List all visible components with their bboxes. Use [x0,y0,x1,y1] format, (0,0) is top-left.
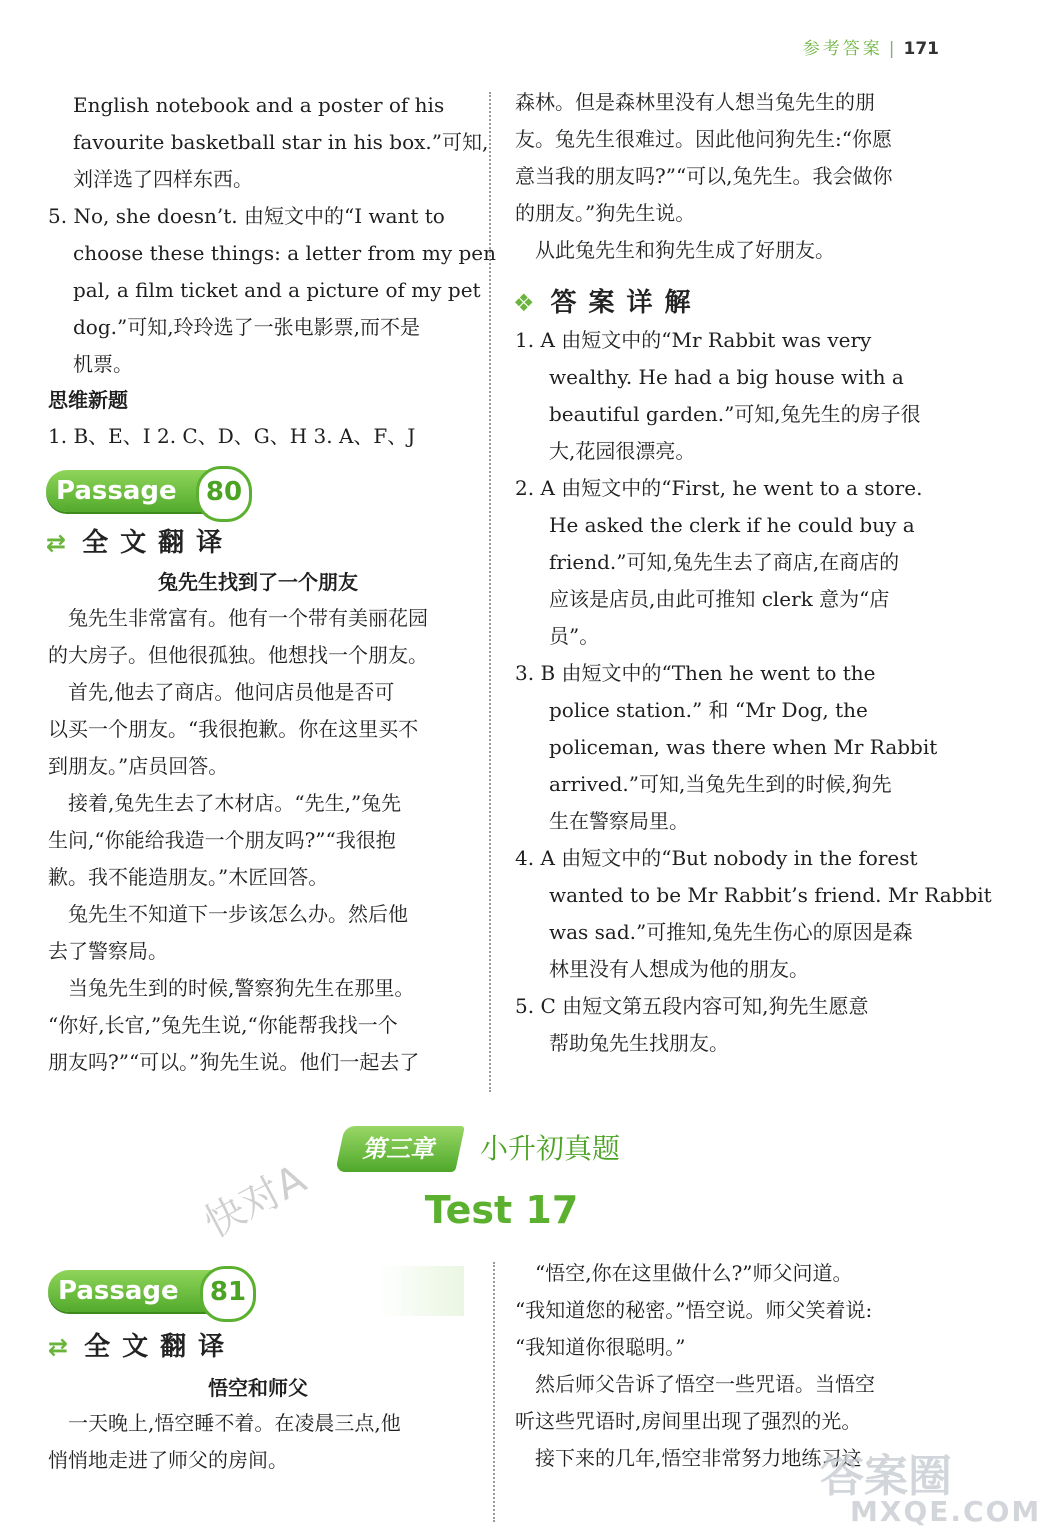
text-line: beautiful garden.”可知,兔先生的房子很 [549,402,921,426]
text-line: 林里没有人想成为他的朋友。 [549,957,809,981]
text-line: 兔先生不知道下一步该怎么办。然后他 [48,902,408,926]
siwei-answers: 1. B、E、I 2. C、D、G、H 3. A、F、J [48,424,416,448]
text-line: policeman, was there when Mr Rabbit [549,735,938,759]
text-line: 的大房子。但他很孤独。他想找一个朋友。 [48,643,428,667]
watermark-left: 快对A [197,1156,314,1248]
text-line: “我知道您的秘密。”悟空说。师父笑着说: [515,1298,873,1322]
swap-arrows-icon: ⇄ [48,1333,69,1361]
text-line: wanted to be Mr Rabbit’s friend. Mr Rabbit [549,883,992,907]
text-line: 友。兔先生很难过。因此他问狗先生:“你愿 [515,127,892,151]
text-line: 机票。 [73,352,133,376]
passage-80-number: 80 [196,466,252,522]
text-line: 应该是店员,由此可推知 clerk 意为“店 [549,587,890,611]
siwei-title: 思维新题 [48,388,128,412]
text-line: “你好,长官,”兔先生说,“你能帮我找一个 [48,1013,398,1037]
passage-81-number: 81 [200,1266,256,1322]
page-number: 171 [903,39,939,59]
diamond-cluster-icon: ❖ [513,289,535,317]
text-line: 生问,“你能给我造一个朋友吗?”“我很抱 [48,828,396,852]
text-line: “我知道你很聪明。” [515,1335,686,1359]
text-line: 森林。但是森林里没有人想当兔先生的朋 [515,90,875,114]
text-line: 5. No, she doesn’t. 由短文中的“I want to [48,204,445,228]
text-line: 当兔先生到的时候,警察狗先生在那里。 [48,976,415,1000]
text-line: 以买一个朋友。“我很抱歉。你在这里买不 [48,717,419,741]
page-header [803,34,939,59]
text-line: pal, a film ticket and a picture of my pet [73,278,481,302]
text-line: friend.”可知,兔先生去了商店,在商店的 [549,550,900,574]
answer-section-title-text: 答案详解 [550,288,703,318]
text-line: 大,花园很漂亮。 [549,439,696,463]
text-line: 2. A 由短文中的“First, he went to a store. [515,476,923,500]
text-line: 听这些咒语时,房间里出现了强烈的光。 [515,1409,862,1433]
text-line: 兔先生非常富有。他有一个带有美丽花园 [48,606,428,630]
text-line: 悄悄地走进了师父的房间。 [48,1448,288,1472]
text-line: 到朋友。”店员回答。 [48,754,229,778]
text-line: 帮助兔先生找朋友。 [549,1031,729,1055]
passage-80-translation-continued [515,84,940,269]
header-section: 参考答案 [802,39,883,59]
answer-explanations [515,322,992,1062]
passage-81-header-fade [378,1266,464,1316]
text-line: 的朋友。”狗先生说。 [515,201,696,225]
text-line: wealthy. He had a big house with a [549,365,904,389]
translation-section-title-81 [48,1326,236,1363]
chapter-badge: 第三章 [335,1126,465,1172]
text-line: 4. A 由短文中的“But nobody in the forest [515,846,918,870]
text-line: 一天晚上,悟空睡不着。在凌晨三点,他 [48,1411,401,1435]
text-line: “悟空,你在这里做什么?”师父问道。 [515,1261,853,1285]
text-line: 去了警察局。 [48,939,168,963]
text-line: 3. B 由短文中的“Then he went to the [515,661,876,685]
watermark-right-top: 答案圈 [820,1451,952,1502]
chapter-title: 小升初真题 [480,1132,621,1165]
passage-80-label: Passage [56,476,177,506]
text-line: 首先,他去了商店。他问店员他是否可 [48,680,395,704]
text-line: 歉。我不能造朋友。”木匠回答。 [48,865,329,889]
story-title-81: 悟空和师父 [208,1376,308,1400]
column-divider-bottom [493,1262,495,1522]
passage-80-translation [48,600,468,1081]
text-line: 接下来的几年,悟空非常努力地练习这 [515,1446,862,1470]
swap-arrows-icon: ⇄ [46,529,67,557]
text-line: 员”。 [549,624,600,648]
story-title-80: 兔先生找到了一个朋友 [158,570,358,594]
passage-81-label: Passage [58,1276,179,1306]
text-line: 从此兔先生和狗先生成了好朋友。 [515,238,835,262]
text-line: arrived.”可知,当兔先生到的时候,狗先 [549,772,892,796]
watermark-right-bottom: MXQE.COM [850,1495,1041,1528]
passage-81-translation [48,1405,468,1479]
section-title-text: 全文翻译 [82,528,235,558]
text-line: 刘洋选了四样东西。 [73,167,253,191]
text-line: 1. A 由短文中的“Mr Rabbit was very [515,328,872,352]
text-line: English notebook and a poster of his [73,93,445,117]
text-line: 接着,兔先生去了木材店。“先生,”兔先 [48,791,402,815]
text-line: dog.”可知,玲玲选了一张电影票,而不是 [73,315,420,339]
test-title: Test 17 [424,1188,579,1232]
text-line: 意当我的朋友吗?”“可以,兔先生。我会做你 [515,164,893,188]
text-line: police station.” 和 “Mr Dog, the [549,698,868,722]
text-line: 朋友吗?”“可以。”狗先生说。他们一起去了 [48,1050,420,1074]
text-line: 5. C 由短文第五段内容可知,狗先生愿意 [515,994,869,1018]
passage-81-badge [48,1270,250,1312]
text-line: was sad.”可推知,兔先生伤心的原因是森 [549,920,913,944]
text-line: 生在警察局里。 [549,809,689,833]
translation-section-title-80 [46,522,234,559]
section-title-text: 全文翻译 [84,1332,237,1362]
header-separator: | [888,39,898,59]
text-line: He asked the clerk if he could buy a [549,513,915,537]
answer-section-title [513,282,703,319]
text-line: favourite basketball star in his box.”可知, [73,130,489,154]
left-answers-continued [48,87,496,383]
text-line: 然后师父告诉了悟空一些咒语。当悟空 [515,1372,875,1396]
passage-80-badge [46,470,246,512]
text-line: choose these things: a letter from my pen [73,241,496,265]
